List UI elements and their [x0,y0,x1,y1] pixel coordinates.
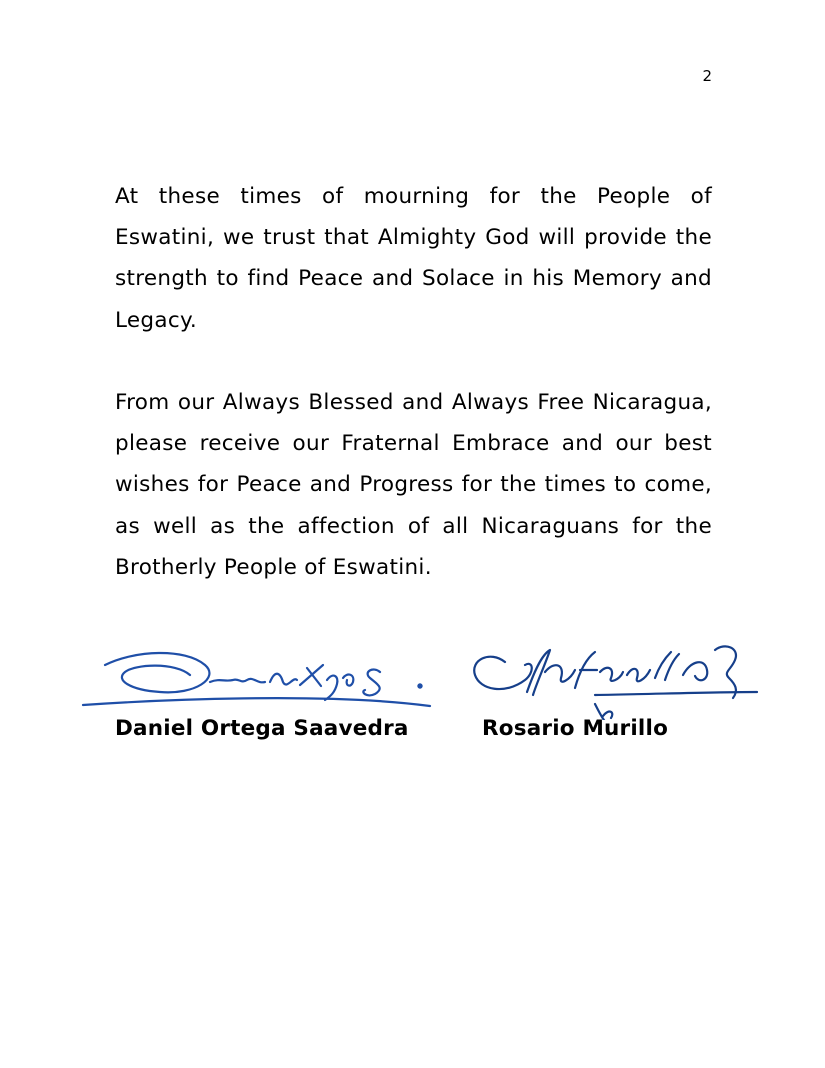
paragraph-embrace: From our Always Blessed and Always Free Nicaragua, please receive our Fraternal Embrace and our best wishes for Peace and Progress for the times to come, as well as the affection of all Nicaraguans for the Brotherly People of Eswatini. [115,390,712,580]
signatures-drawing [75,620,775,720]
signature-rosario-murillo [474,646,757,720]
signer-name-daniel-ortega: Daniel Ortega Saavedra [115,716,409,741]
signature-daniel-ortega [83,653,430,706]
signer-name-rosario-murillo: Rosario Murillo [482,716,669,741]
page-number: 2 [702,67,712,85]
paragraph-mourning: At these times of mourning for the People of Eswatini, we trust that Almighty God will provide the strength to find Peace and Solace in his Memory and Legacy. [115,184,712,333]
